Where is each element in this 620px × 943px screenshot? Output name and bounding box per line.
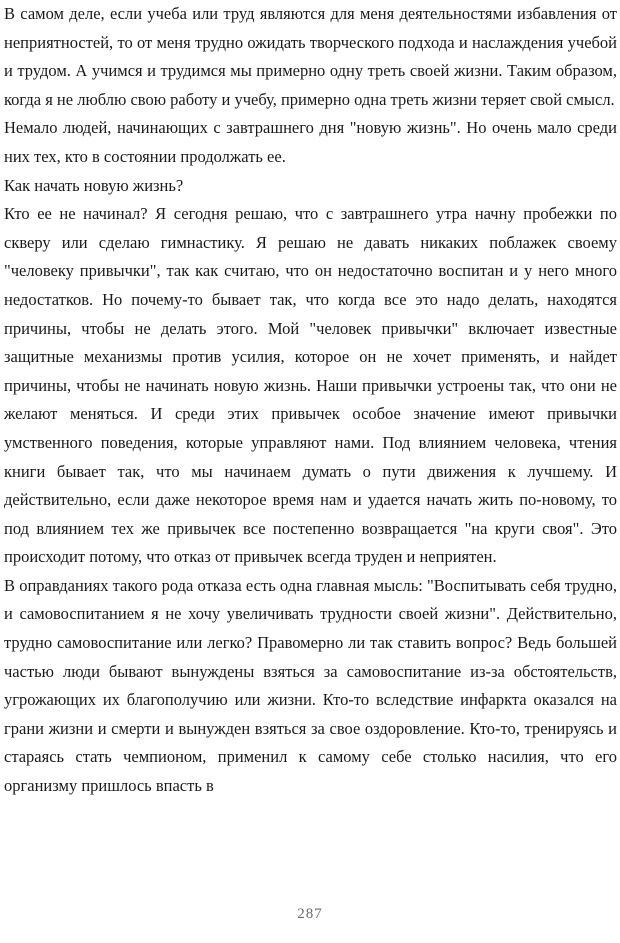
section-question: Как начать новую жизнь? bbox=[4, 175, 184, 195]
paragraph: Немало людей, начинающих с завтрашнего дня "новую жизнь". Но очень мало среди них тех, кто в состоянии продолжать ее. bbox=[4, 118, 617, 166]
paragraph: Кто ее не начинал? Я сегодня решаю, что с завтрашнего утра начну пробежки по скверу или сделаю гимнастику. Я решаю не давать никаких поблажек своему "человеку привычки", так как считаю, что он недостаточно воспитан и у него много недостатков. Но почему-то бывает так, что когда все это надо делать, находятся причины, чтобы не делать этого. Мой "человек привычки" включает известные защитные механизмы против усилия, которое он не хочет применять, и найдет причины, чтобы не начинать новую жизнь. Наши привычки устроены так, что они не желают меняться. И среди этих привычек особое значение имеют привычки умственного поведения, которые управляют нами. Под влиянием человека, чтения книги бывает так, что мы начинаем думать о пути движения к лучшему. И действительно, если даже некоторое время нам и удается начать жить по-новому, то под влиянием тех же привычек все постепенно возвращается "на круги своя". Это происходит потому, что отказ от привычек всегда труден и неприятен. bbox=[4, 204, 617, 567]
page-text bbox=[4, 0, 617, 801]
paragraph: В самом деле, если учеба или труд являются для меня деятельностями избавления от неприятностей, то от меня трудно ожидать творческого подхода и наслаждения учебой и трудом. А учимся и трудимся мы примерно одну треть своей жизни. Таким образом, когда я не люблю свою работу и учебу, примерно одна треть жизни теряет свой смысл. bbox=[4, 4, 617, 109]
paragraph: В оправданиях такого рода отказа есть одна главная мысль: "Воспитывать себя трудно, и самовоспитанием я не хочу увеличивать трудности своей жизни". Действительно, трудно самовоспитание или легко? Правомерно ли так ставить вопрос? Ведь большей частью люди бывают вынуждены взяться за самовоспитание из-за обстоятельств, угрожающих их благополучию или жизни. Кто-то вследствие инфаркта оказался на грани жизни и смерти и вынужден взяться за свое оздоровление. Кто-то, тренируясь и стараясь стать чемпионом, применил к самому себе столько насилия, что его организму пришлось впасть в bbox=[4, 575, 617, 796]
page-number: 287 bbox=[297, 906, 323, 922]
